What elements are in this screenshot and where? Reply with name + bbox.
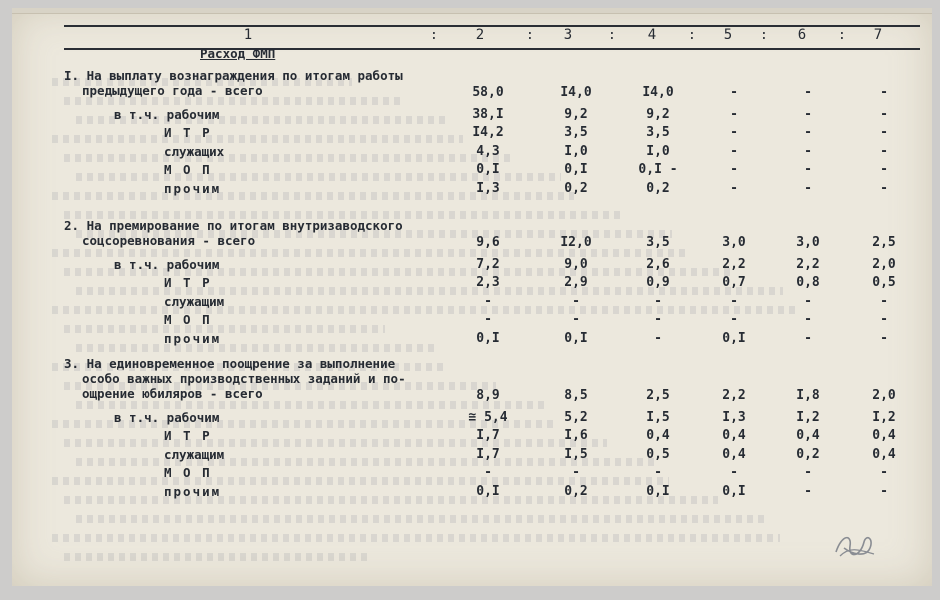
section-2-row-3-col-5: - bbox=[730, 293, 738, 309]
column-number-5: 5 bbox=[723, 27, 733, 43]
section-3-row-1-col-7: I,2 bbox=[872, 409, 896, 425]
section-3-row-4-col-2: - bbox=[484, 465, 492, 480]
section-3-total-col-5: 2,2 bbox=[722, 388, 746, 403]
section-1-row-1-col-7: - bbox=[880, 106, 888, 122]
section-1-row-1-col-3: 9,2 bbox=[564, 106, 588, 122]
section-2-row-1-col-6: 2,2 bbox=[796, 256, 820, 272]
section-2-row-4-col-3: - bbox=[572, 312, 580, 327]
section-2-row-5-col-4: - bbox=[654, 330, 662, 346]
section-2-total-col-6: 3,0 bbox=[796, 235, 820, 250]
section-3-row-4-col-7: - bbox=[880, 465, 888, 480]
section-1-total-col-3: I4,0 bbox=[560, 85, 592, 100]
section-3-row-5-col-3: 0,2 bbox=[564, 483, 588, 499]
section-1-row-label: в т.ч. рабочим bbox=[114, 106, 220, 122]
section-1-row-4-col-7: - bbox=[880, 162, 888, 177]
section-2-row-2-col-6: 0,8 bbox=[796, 275, 820, 290]
section-3-row-2-col-3: I,6 bbox=[564, 428, 588, 443]
section-1-row-5-col-3: 0,2 bbox=[564, 180, 588, 196]
section-1-row-5-col-6: - bbox=[804, 180, 812, 196]
section-1-title-line: предыдущего года - всего bbox=[82, 83, 263, 98]
handwritten-mark bbox=[830, 528, 878, 562]
section-3-row-1-col-2: ≅ 5,4 bbox=[468, 409, 508, 425]
section-3-row-3-col-7: 0,4 bbox=[872, 446, 896, 462]
section-2-row-3-col-4: - bbox=[654, 293, 662, 309]
section-3-title-line: 3. На единовременное поощрение за выполнение bbox=[64, 356, 396, 371]
section-3-row-3-col-5: 0,4 bbox=[722, 446, 746, 462]
section-2-row-3-col-6: - bbox=[804, 293, 812, 309]
section-1-row-2-col-2: I4,2 bbox=[472, 125, 504, 140]
section-1-row-1-col-6: - bbox=[804, 106, 812, 122]
section-2-row-3-col-3: - bbox=[572, 293, 580, 309]
section-1-total-col-6: - bbox=[804, 85, 812, 100]
section-2-row-5-col-6: - bbox=[804, 330, 812, 346]
column-number-2: 2 bbox=[475, 27, 485, 43]
section-1-row-3-col-2: 4,3 bbox=[476, 143, 500, 159]
section-3-row-4-col-6: - bbox=[804, 465, 812, 480]
section-2-total-col-3: I2,0 bbox=[560, 235, 592, 250]
section-3-row-4-col-5: - bbox=[730, 465, 738, 480]
section-1-row-2-col-3: 3,5 bbox=[564, 125, 588, 140]
section-2-row-1-col-4: 2,6 bbox=[646, 256, 670, 272]
column-separator: : bbox=[838, 28, 846, 43]
column-number-3: 3 bbox=[563, 27, 573, 43]
section-2-row-label: прочим bbox=[164, 330, 222, 346]
section-title: Расход ФМП bbox=[200, 46, 276, 61]
section-1-row-2-col-4: 3,5 bbox=[646, 125, 670, 140]
section-1-row-label: служащих bbox=[164, 143, 225, 159]
section-1-row-1-col-4: 9,2 bbox=[646, 106, 670, 122]
section-3-row-3-col-2: I,7 bbox=[476, 446, 500, 462]
section-2-row-2-col-4: 0,9 bbox=[646, 275, 670, 290]
section-2-row-2-col-2: 2,3 bbox=[476, 275, 500, 290]
section-3-total-col-7: 2,0 bbox=[872, 388, 896, 403]
section-1-total-col-5: - bbox=[730, 85, 738, 100]
section-3-row-5-col-4: 0,I bbox=[646, 483, 670, 499]
section-2-row-label: И Т Р bbox=[164, 275, 212, 290]
section-3-total-col-3: 8,5 bbox=[564, 388, 588, 403]
section-3-row-5-col-2: 0,I bbox=[476, 483, 500, 499]
section-3-row-label: М О П bbox=[164, 465, 212, 480]
section-2-row-5-col-3: 0,I bbox=[564, 330, 588, 346]
section-2-row-label: в т.ч. рабочим bbox=[114, 256, 220, 272]
section-1-row-4-col-3: 0,I bbox=[564, 162, 588, 177]
section-1-row-2-col-7: - bbox=[880, 125, 888, 140]
section-2-row-2-col-7: 0,5 bbox=[872, 275, 896, 290]
section-3-row-2-col-7: 0,4 bbox=[872, 428, 896, 443]
section-2-total-col-4: 3,5 bbox=[646, 235, 670, 250]
header-rule-bottom bbox=[64, 48, 920, 50]
section-3-row-1-col-4: I,5 bbox=[646, 409, 670, 425]
section-3-row-label: в т.ч. рабочим bbox=[114, 409, 220, 425]
section-1-total-col-4: I4,0 bbox=[642, 85, 674, 100]
section-3-row-3-col-3: I,5 bbox=[564, 446, 588, 462]
section-2-row-label: М О П bbox=[164, 312, 212, 327]
section-1-row-3-col-3: I,0 bbox=[564, 143, 588, 159]
column-number-7: 7 bbox=[873, 27, 883, 43]
section-2-row-1-col-5: 2,2 bbox=[722, 256, 746, 272]
section-2-row-5-col-5: 0,I bbox=[722, 330, 746, 346]
section-1-row-4-col-2: 0,I bbox=[476, 162, 500, 177]
section-2-row-4-col-5: - bbox=[730, 312, 738, 327]
section-1-row-4-col-6: - bbox=[804, 162, 812, 177]
section-3-row-1-col-6: I,2 bbox=[796, 409, 820, 425]
section-3-row-2-col-6: 0,4 bbox=[796, 428, 820, 443]
section-1-row-3-col-6: - bbox=[804, 143, 812, 159]
section-1-row-2-col-6: - bbox=[804, 125, 812, 140]
section-2-row-3-col-7: - bbox=[880, 293, 888, 309]
header-rule-top bbox=[64, 25, 920, 27]
column-separator: : bbox=[430, 28, 438, 43]
section-1-row-5-col-7: - bbox=[880, 180, 888, 196]
section-1-row-label: прочим bbox=[164, 180, 222, 196]
column-number-4: 4 bbox=[647, 27, 657, 43]
section-2-row-2-col-5: 0,7 bbox=[722, 275, 746, 290]
column-separator: : bbox=[608, 28, 616, 43]
column-separator: : bbox=[688, 28, 696, 43]
section-1-total-col-7: - bbox=[880, 85, 888, 100]
section-1-row-3-col-4: I,0 bbox=[646, 143, 670, 159]
section-1-row-4-col-5: - bbox=[730, 162, 738, 177]
section-3-row-4-col-4: - bbox=[654, 465, 662, 480]
column-number-6: 6 bbox=[797, 27, 807, 43]
section-3-row-label: И Т Р bbox=[164, 428, 212, 443]
section-3-title-line: ощрение юбиляров - всего bbox=[82, 386, 263, 401]
section-2-row-1-col-2: 7,2 bbox=[476, 256, 500, 272]
section-2-row-2-col-3: 2,9 bbox=[564, 275, 588, 290]
section-3-row-2-col-4: 0,4 bbox=[646, 428, 670, 443]
section-1-row-label: И Т Р bbox=[164, 125, 212, 140]
section-1-row-2-col-5: - bbox=[730, 125, 738, 140]
section-2-row-5-col-2: 0,I bbox=[476, 330, 500, 346]
section-3-row-label: прочим bbox=[164, 483, 222, 499]
section-2-row-3-col-2: - bbox=[484, 293, 492, 309]
section-2-total-col-7: 2,5 bbox=[872, 235, 896, 250]
section-1-total-col-2: 58,0 bbox=[472, 85, 504, 100]
section-3-row-2-col-5: 0,4 bbox=[722, 428, 746, 443]
section-3-total-col-6: I,8 bbox=[796, 388, 820, 403]
section-3-total-col-4: 2,5 bbox=[646, 388, 670, 403]
section-2-total-col-5: 3,0 bbox=[722, 235, 746, 250]
section-3-row-1-col-3: 5,2 bbox=[564, 409, 588, 425]
column-separator: : bbox=[760, 28, 768, 43]
section-2-total-col-2: 9,6 bbox=[476, 235, 500, 250]
section-2-title-line: 2. На премирование по итогам внутризаводского bbox=[64, 218, 403, 233]
section-2-row-label: служащим bbox=[164, 293, 225, 309]
section-2-row-4-col-7: - bbox=[880, 312, 888, 327]
section-3-row-3-col-6: 0,2 bbox=[796, 446, 820, 462]
section-2-title-line: соцсоревнования - всего bbox=[82, 233, 256, 248]
document-page bbox=[12, 8, 932, 586]
section-3-row-5-col-7: - bbox=[880, 483, 888, 499]
section-3-row-4-col-3: - bbox=[572, 465, 580, 480]
column-number-1: 1 bbox=[243, 27, 253, 43]
section-1-row-5-col-4: 0,2 bbox=[646, 180, 670, 196]
column-separator: : bbox=[526, 28, 534, 43]
section-3-row-label: служащим bbox=[164, 446, 225, 462]
section-2-row-4-col-6: - bbox=[804, 312, 812, 327]
section-2-row-1-col-3: 9,0 bbox=[564, 256, 588, 272]
table-sheet bbox=[12, 8, 932, 586]
section-3-row-3-col-4: 0,5 bbox=[646, 446, 670, 462]
section-3-title-line: особо важных производственных заданий и по- bbox=[82, 371, 406, 386]
section-1-row-1-col-2: 38,I bbox=[472, 106, 504, 122]
section-1-row-1-col-5: - bbox=[730, 106, 738, 122]
section-1-row-4-col-4: 0,I - bbox=[638, 162, 678, 177]
section-2-row-4-col-2: - bbox=[484, 312, 492, 327]
section-2-row-4-col-4: - bbox=[654, 312, 662, 327]
section-2-row-1-col-7: 2,0 bbox=[872, 256, 896, 272]
section-1-row-5-col-5: - bbox=[730, 180, 738, 196]
section-1-row-5-col-2: I,3 bbox=[476, 180, 500, 196]
section-1-row-3-col-5: - bbox=[730, 143, 738, 159]
section-1-row-3-col-7: - bbox=[880, 143, 888, 159]
section-1-row-label: М О П bbox=[164, 162, 212, 177]
section-3-row-5-col-6: - bbox=[804, 483, 812, 499]
section-3-row-1-col-5: I,3 bbox=[722, 409, 746, 425]
section-2-row-5-col-7: - bbox=[880, 330, 888, 346]
section-1-title-line: I. На выплату вознаграждения по итогам работы bbox=[64, 68, 403, 83]
section-3-row-5-col-5: 0,I bbox=[722, 483, 746, 499]
section-3-total-col-2: 8,9 bbox=[476, 388, 500, 403]
section-3-row-2-col-2: I,7 bbox=[476, 428, 500, 443]
